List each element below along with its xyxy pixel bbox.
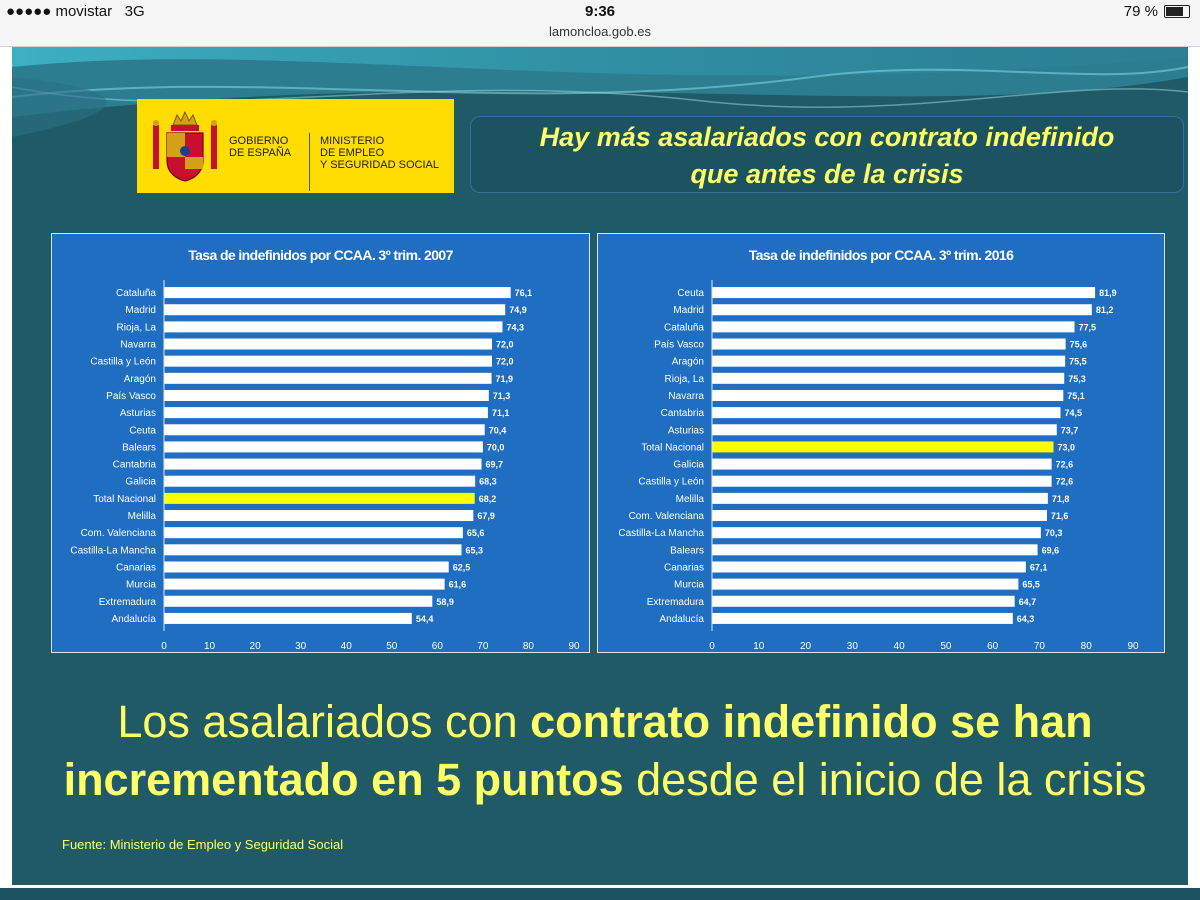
value-label: 54,4	[415, 613, 434, 624]
carrier-label: ●●●●● movistar	[6, 3, 113, 20]
bottom-band	[0, 888, 1200, 900]
conclusion-text	[62, 693, 1148, 809]
category-label: Murcia	[673, 579, 704, 591]
bar	[712, 596, 1015, 607]
category-label: Murcia	[125, 579, 156, 591]
value-label: 71,3	[492, 390, 511, 401]
x-tick-label: 20	[799, 641, 812, 652]
battery-icon	[1164, 5, 1190, 18]
category-label: Castilla-La Mancha	[70, 545, 156, 557]
category-label: Rioja, La	[116, 322, 156, 334]
x-tick-label: 80	[1080, 641, 1092, 652]
government-logo	[137, 99, 454, 193]
chart-2016	[597, 233, 1165, 653]
network-label: 3G	[124, 3, 145, 20]
bar	[164, 476, 475, 487]
value-label: 71,6	[1050, 511, 1069, 522]
bar	[712, 407, 1060, 418]
value-label: 68,3	[479, 476, 497, 487]
category-label: Cantabria	[112, 459, 156, 471]
category-label: Extremadura	[98, 596, 156, 608]
bar	[164, 527, 463, 538]
conclusion-part-2: contrato indefinido se han incrementado en 5 puntos	[63, 696, 1093, 805]
category-label: Canarias	[663, 562, 704, 574]
category-label: Asturias	[119, 408, 156, 420]
logo-text-gobierno: GOBIERNO DE ESPAÑA	[229, 135, 292, 159]
category-label: Andalucía	[659, 613, 704, 625]
value-label: 75,1	[1067, 390, 1085, 401]
x-tick-label: 60	[431, 641, 443, 652]
category-label: Balears	[670, 545, 704, 557]
bar	[712, 476, 1052, 487]
value-label: 68,2	[478, 493, 497, 504]
bar	[712, 304, 1092, 315]
x-tick-label: 70	[477, 641, 489, 652]
category-label: Cantabria	[660, 408, 704, 420]
bar	[164, 356, 492, 367]
category-label: Asturias	[667, 425, 704, 437]
category-label: Balears	[122, 442, 156, 454]
bar	[712, 356, 1065, 367]
highlight-bar	[712, 441, 1053, 452]
value-label: 75,3	[1068, 373, 1086, 384]
bar	[712, 424, 1057, 435]
slide	[12, 47, 1188, 885]
value-label: 72,0	[496, 356, 514, 367]
x-tick-label: 40	[340, 641, 352, 652]
value-label: 70,4	[488, 425, 507, 436]
category-label: Castilla y León	[638, 476, 704, 488]
x-tick-label: 90	[1127, 641, 1139, 652]
value-label: 70,0	[486, 442, 505, 453]
bar	[712, 561, 1026, 572]
value-label: 75,6	[1069, 339, 1088, 350]
value-label: 62,5	[452, 562, 471, 573]
category-label: Aragón	[123, 373, 156, 385]
bar	[712, 287, 1095, 298]
value-label: 74,9	[509, 305, 527, 316]
category-label: Madrid	[125, 305, 156, 317]
category-label: Total Nacional	[93, 493, 156, 505]
bar	[164, 510, 473, 521]
x-tick-label: 70	[1033, 641, 1046, 652]
category-label: Rioja, La	[664, 373, 704, 385]
value-label: 72,0	[496, 339, 514, 350]
x-tick-label: 80	[522, 641, 535, 652]
category-label: Castilla y León	[90, 356, 156, 368]
x-tick-label: 60	[987, 641, 999, 652]
value-label: 81,2	[1095, 305, 1114, 316]
bar	[164, 287, 511, 298]
bar	[712, 390, 1063, 401]
coat-of-arms-icon	[145, 107, 225, 187]
value-label: 73,0	[1057, 442, 1076, 453]
bar	[712, 527, 1041, 538]
bar	[712, 493, 1048, 504]
value-label: 71,8	[1051, 493, 1070, 504]
x-tick-label: 0	[709, 641, 715, 652]
x-tick-label: 30	[846, 641, 858, 652]
bar	[164, 561, 449, 572]
chart-2007-plot	[52, 234, 589, 652]
bar	[164, 613, 412, 624]
bar	[712, 459, 1052, 470]
category-label: Cataluña	[115, 288, 156, 300]
headline-box	[470, 116, 1184, 193]
headline-line-2: que antes de la crisis	[690, 159, 964, 189]
category-label: Com. Valenciana	[628, 511, 704, 523]
clock: 9:36	[584, 3, 616, 20]
conclusion-part-1: Los asalariados con	[117, 696, 531, 747]
bar	[712, 321, 1075, 332]
category-label: Melilla	[675, 493, 704, 505]
bar	[164, 459, 482, 470]
x-tick-label: 10	[203, 641, 216, 652]
chart-2016-plot	[598, 234, 1164, 652]
value-label: 67,1	[1029, 562, 1048, 573]
bar	[164, 321, 502, 332]
value-label: 58,9	[436, 596, 454, 607]
category-label: Andalucía	[111, 613, 156, 625]
category-label: Canarias	[115, 562, 156, 574]
x-tick-label: 40	[893, 641, 905, 652]
x-tick-label: 30	[295, 641, 307, 652]
category-label: Cataluña	[663, 322, 704, 334]
status-bar	[0, 0, 1200, 47]
category-label: Total Nacional	[641, 442, 704, 454]
value-label: 72,6	[1055, 476, 1074, 487]
logo-text-ministerio: MINISTERIO DE EMPLEO Y SEGURIDAD SOCIAL	[320, 135, 439, 171]
value-label: 67,9	[477, 511, 495, 522]
x-tick-label: 0	[161, 641, 167, 652]
bar	[164, 424, 485, 435]
bar	[712, 373, 1064, 384]
source-note: Fuente: Ministerio de Empleo y Seguridad Social	[62, 837, 344, 852]
value-label: 64,3	[1016, 613, 1035, 624]
category-label: Ceuta	[677, 288, 704, 300]
value-label: 74,5	[1064, 408, 1083, 419]
x-tick-label: 10	[753, 641, 765, 652]
value-label: 70,3	[1044, 528, 1063, 539]
bar	[164, 339, 492, 350]
category-label: Navarra	[668, 390, 704, 402]
bar	[712, 613, 1013, 624]
logo-divider	[309, 133, 310, 191]
chart-title: Tasa de indefinidos por CCAA. 3º trim. 2016	[748, 247, 1014, 263]
value-label: 74,3	[506, 322, 525, 333]
x-tick-label: 50	[386, 641, 398, 652]
bar	[712, 544, 1038, 555]
value-label: 61,6	[448, 579, 467, 590]
category-label: Extremadura	[646, 596, 704, 608]
category-label: Galicia	[125, 476, 156, 488]
value-label: 71,9	[495, 373, 514, 384]
category-label: Madrid	[673, 305, 704, 317]
category-label: Galicia	[673, 459, 704, 471]
bar	[164, 596, 432, 607]
bar	[712, 339, 1066, 350]
value-label: 72,6	[1055, 459, 1074, 470]
category-label: Melilla	[127, 511, 156, 523]
bar	[164, 390, 489, 401]
chart-2007	[51, 233, 590, 653]
headline-line-1: Hay más asalariados con contrato indefinido	[539, 122, 1115, 152]
address-bar[interactable]: lamoncloa.gob.es	[549, 24, 651, 39]
value-label: 69,7	[485, 459, 504, 470]
battery-percent: 79 %	[1123, 3, 1158, 20]
value-label: 73,7	[1060, 425, 1079, 436]
category-label: Ceuta	[129, 425, 156, 437]
bar	[164, 544, 461, 555]
value-label: 76,1	[514, 288, 533, 299]
value-label: 65,5	[1022, 579, 1040, 590]
x-tick-label: 90	[568, 641, 580, 652]
category-label: Navarra	[120, 339, 156, 351]
value-label: 75,5	[1069, 356, 1087, 367]
highlight-bar	[164, 493, 475, 504]
bar	[164, 407, 488, 418]
bar	[164, 373, 492, 384]
category-label: País Vasco	[106, 390, 156, 402]
bar	[712, 510, 1047, 521]
category-label: País Vasco	[654, 339, 704, 351]
category-label: Com. Valenciana	[80, 528, 156, 540]
category-label: Castilla-La Mancha	[618, 528, 704, 540]
bar	[164, 441, 483, 452]
value-label: 71,1	[491, 408, 510, 419]
value-label: 65,3	[465, 545, 484, 556]
x-tick-label: 20	[249, 641, 261, 652]
bar	[164, 579, 445, 590]
value-label: 65,6	[466, 528, 485, 539]
value-label: 64,7	[1018, 596, 1037, 607]
value-label: 77,5	[1078, 322, 1097, 333]
chart-title: Tasa de indefinidos por CCAA. 3º trim. 2007	[188, 247, 453, 263]
value-label: 81,9	[1099, 288, 1117, 299]
battery-status	[1124, 3, 1190, 20]
x-tick-label: 50	[940, 641, 952, 652]
conclusion-part-3: desde el inicio de la crisis	[623, 754, 1147, 805]
value-label: 69,6	[1041, 545, 1060, 556]
category-label: Aragón	[671, 356, 704, 368]
bar	[712, 579, 1018, 590]
bar	[164, 304, 505, 315]
